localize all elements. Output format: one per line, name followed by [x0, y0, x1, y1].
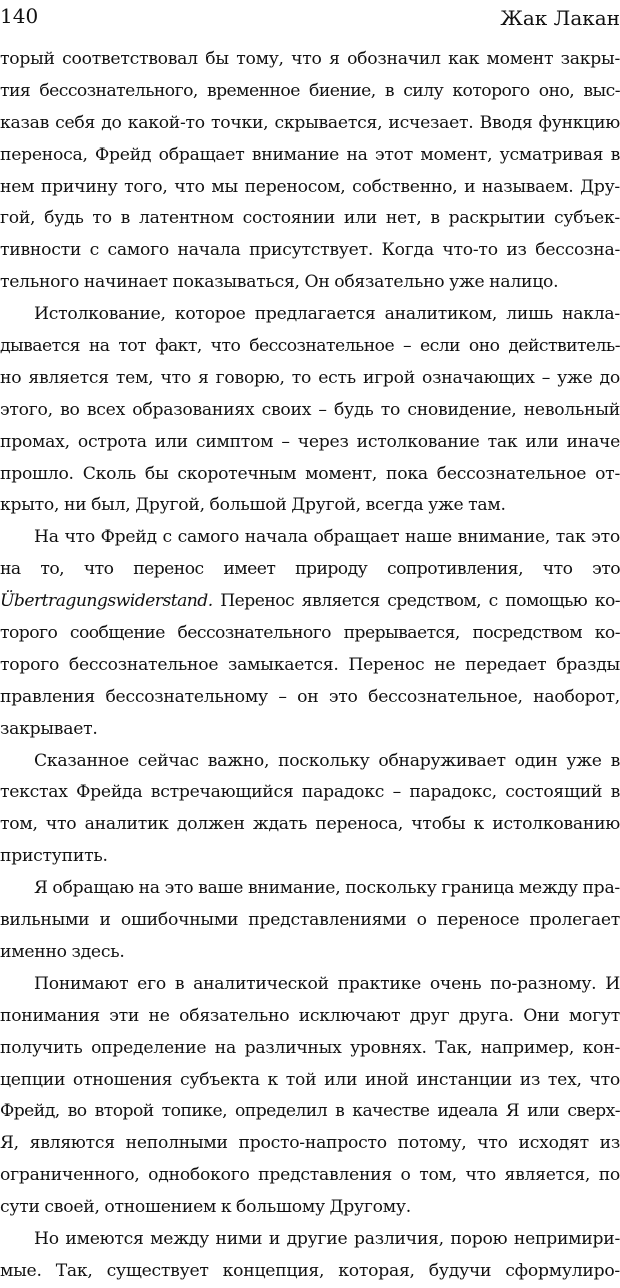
- text-line: приступить.: [0, 846, 108, 867]
- text-line: Истолкование, которое предлагается аналитиком, лишь накла-: [34, 304, 620, 325]
- text-line: именно здесь.: [0, 941, 125, 962]
- text-line: понимания эти не обязательно исключают друг друга. Они могут: [0, 1005, 620, 1026]
- text-line: казав себя до какой-то точки, скрывается, исчезает. Вводя функцию: [0, 112, 620, 133]
- text-line: дывается на тот факт, что бессознательное – если оно действитель-: [0, 336, 620, 357]
- text-line: тивности с самого начала присутствует. Когда что-то из бессозна-: [0, 240, 620, 261]
- text-line: торого бессознательное замыкается. Перенос не передает бразды: [0, 654, 620, 675]
- text-line: промах, острота или симптом – через истолкование так или иначе: [0, 431, 620, 452]
- text-line: торого сообщение бессознательного прерывается, посредством ко-: [0, 623, 620, 644]
- text-line: нем причину того, что мы переносом, собственно, и называем. Дру-: [0, 176, 620, 197]
- body-text: [0, 44, 620, 1288]
- text-line: тельного начинает показываться, Он обязательно уже налицо.: [0, 272, 559, 293]
- text-line: крыто, ни был, Другой, большой Другой, всегда уже там.: [0, 495, 506, 516]
- page-header: [0, 0, 620, 40]
- text-line: получить определение на различных уровнях. Так, например, кон-: [0, 1037, 620, 1058]
- text-line: переноса, Фрейд обращает внимание на этот момент, усматривая в: [0, 144, 620, 165]
- text-line: На что Фрейд с самого начала обращает наше внимание, так это: [34, 527, 620, 548]
- text-line: Но имеются между ними и другие различия, порою непримири-: [34, 1228, 620, 1249]
- text-line: гой, будь то в латентном состоянии или нет, в раскрытии субъек-: [0, 208, 620, 229]
- text-line: том, что аналитик должен ждать переноса, чтобы к истолкованию: [0, 814, 620, 835]
- text-line: тия бессознательного, временное биение, в силу которого оно, выс-: [0, 80, 620, 101]
- page-number: 140: [0, 4, 39, 28]
- text-line: но является тем, что я говорю, то есть игрой означающих – уже до: [0, 367, 620, 388]
- text-line: Фрейд, во второй топике, определил в качестве идеала Я или сверх-: [0, 1101, 620, 1122]
- text-line: Я обращаю на это ваше внимание, поскольку граница между пра-: [34, 878, 620, 899]
- text-line: текстах Фрейда встречающийся парадокс – парадокс, состоящий в: [0, 782, 620, 803]
- text-line: Понимают его в аналитической практике очень по-разному. И: [34, 973, 620, 994]
- text-line: Я, являются неполными просто-напросто потому, что исходят из: [0, 1133, 620, 1154]
- text-line: сути своей, отношением к большому Другому.: [0, 1197, 411, 1218]
- text-line: мые. Так, существует концепция, которая, будучи сформулиро-: [0, 1260, 620, 1281]
- italic-term: Übertragungswiderstand.: [0, 591, 213, 612]
- text-line: Übertragungswiderstand. Перенос является средством, с помощью ко-: [0, 591, 620, 612]
- text-line: прошло. Сколь бы скоротечным момент, пока бессознательное от-: [0, 463, 620, 484]
- text-line: этого, во всех образованиях своих – будь то сновидение, невольный: [0, 399, 620, 420]
- running-title: Жак Лакан: [500, 6, 620, 30]
- text-line: вильными и ошибочными представлениями о переносе пролегает: [0, 910, 620, 931]
- text-line: правления бессознательному – он это бессознательное, наоборот,: [0, 686, 620, 707]
- text-line: торый соответствовал бы тому, что я обозначил как момент закры-: [0, 49, 620, 69]
- text-line: закрывает.: [0, 718, 98, 739]
- text-line: цепции отношения субъекта к той или иной инстанции из тех, что: [0, 1069, 620, 1090]
- text-line: ограниченного, однобокого представления о том, что является, по: [0, 1165, 620, 1186]
- text-line: Сказанное сейчас важно, поскольку обнаруживает один уже в: [34, 750, 620, 771]
- text-line: на то, что перенос имеет природу сопротивления, что это: [0, 559, 620, 580]
